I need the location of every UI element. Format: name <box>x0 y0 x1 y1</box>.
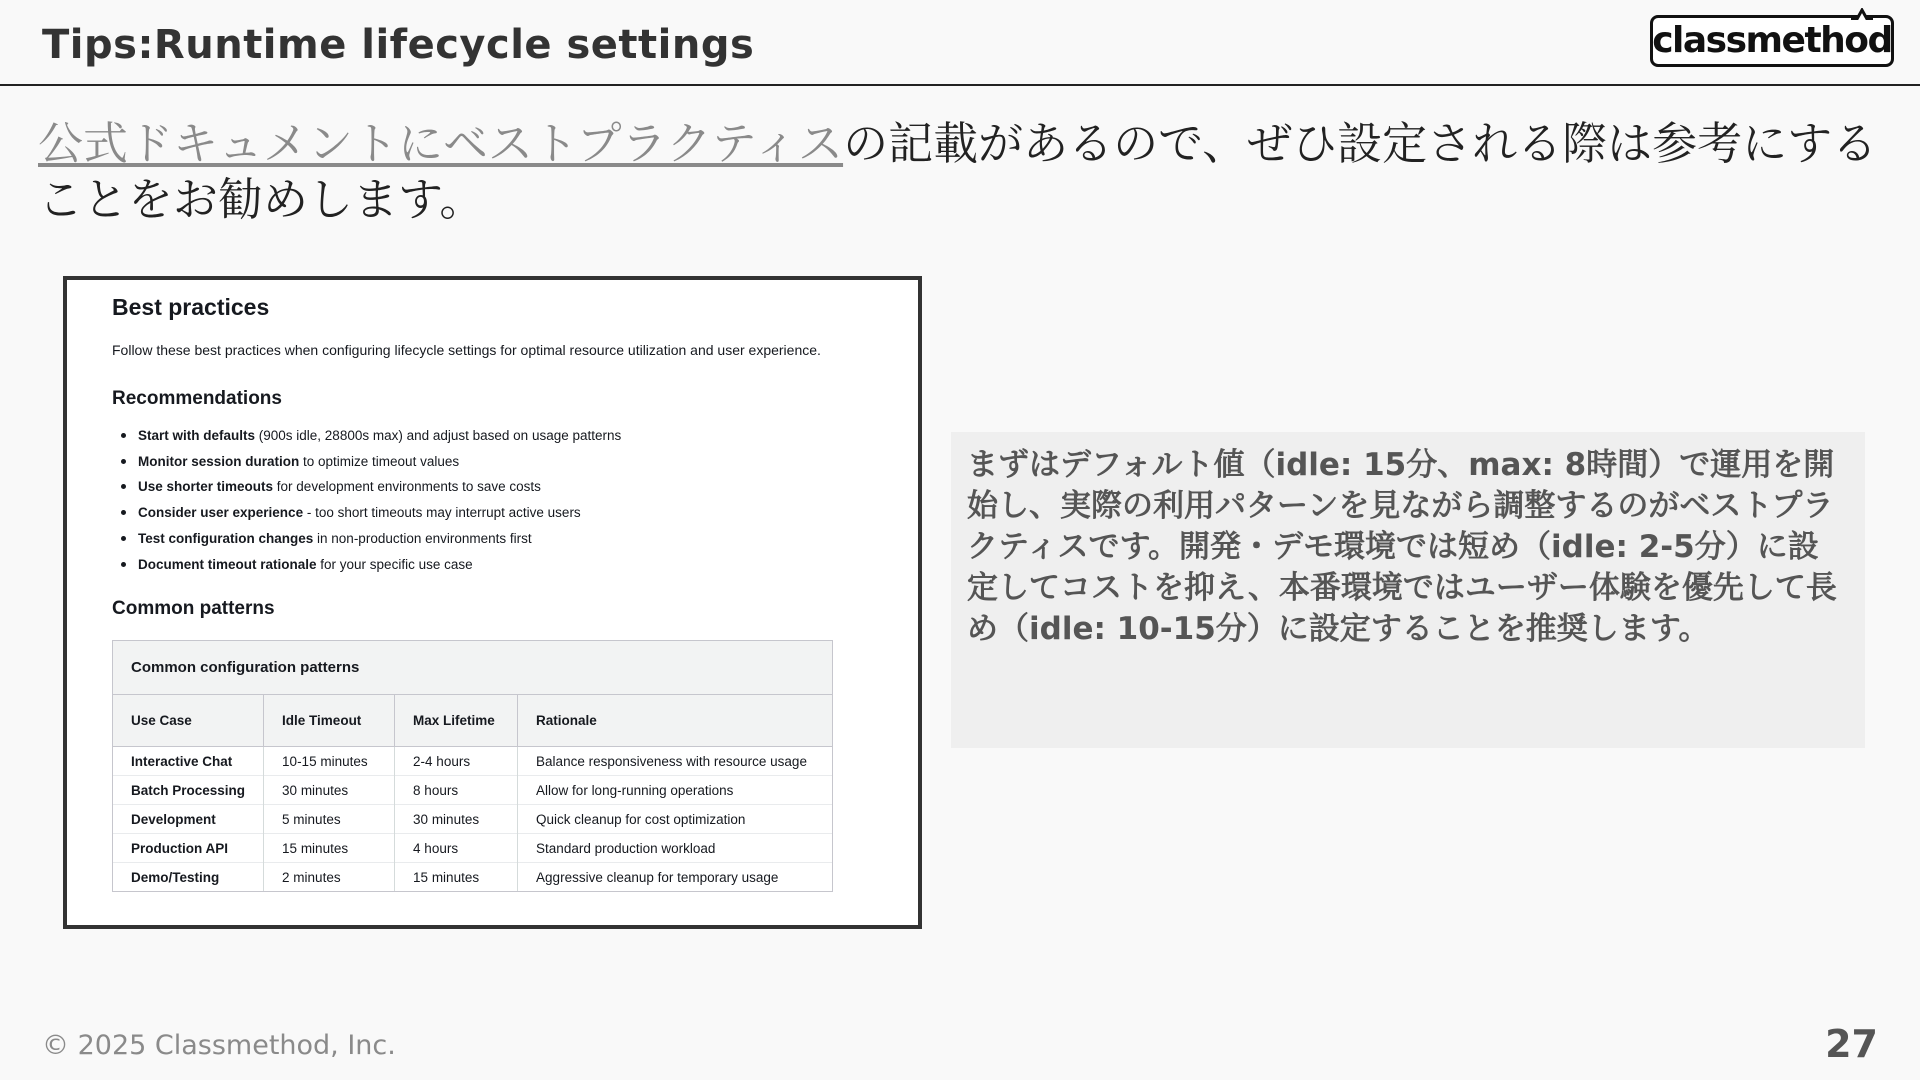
table-cell: Aggressive cleanup for temporary usage <box>518 863 832 892</box>
intro-paragraph <box>38 116 1888 228</box>
list-item: Start with defaults (900s idle, 28800s max) and adjust based on usage patterns <box>112 423 621 449</box>
table-cell: 2 minutes <box>264 863 395 892</box>
list-item: Use shorter timeouts for development environments to save costs <box>112 474 621 500</box>
table-cell: 10-15 minutes <box>264 747 395 776</box>
table-row <box>113 805 832 834</box>
page-number: 27 <box>1825 1022 1878 1066</box>
column-header: Max Lifetime <box>395 695 518 747</box>
table-cell: 4 hours <box>395 834 518 863</box>
table-caption: Common configuration patterns <box>113 641 832 695</box>
intro-rest-text: の記載があるので、ぜひ設定される際は参考にすることをお勧めします。 <box>38 117 1878 226</box>
table-cell: 30 minutes <box>264 776 395 805</box>
list-item: Consider user experience - too short timeouts may interrupt active users <box>112 500 621 526</box>
table-row <box>113 834 832 863</box>
summary-callout <box>951 432 1865 748</box>
callout-text: まずはデフォルト値（idle: 15分、max: 8時間）で運用を開始し、実際の利用パターンを見ながら調整するのがベストプラクティスです。開発・デモ環境では短め（idle: 2-5分）に設定してコストを抑え、本番環境ではユーザー体験を優先して長め（idle: 10-15分）に設定することを推奨します。 <box>967 447 1837 647</box>
list-item: Document timeout rationale for your specific use case <box>112 552 621 578</box>
table-cell: Demo/Testing <box>113 863 264 892</box>
list-item: Test configuration changes in non-production environments first <box>112 526 621 552</box>
table-cell: Production API <box>113 834 264 863</box>
table-cell: 2-4 hours <box>395 747 518 776</box>
table-cell: 5 minutes <box>264 805 395 834</box>
patterns-table-container <box>112 640 833 892</box>
table-row <box>113 776 832 805</box>
table-cell: 30 minutes <box>395 805 518 834</box>
list-item: Monitor session duration to optimize timeout values <box>112 449 621 475</box>
table-cell: Interactive Chat <box>113 747 264 776</box>
best-practices-heading: Best practices <box>112 294 270 320</box>
logo-text: classmethod <box>1652 20 1892 61</box>
table-cell: Batch Processing <box>113 776 264 805</box>
table-cell: Balance responsiveness with resource usage <box>518 747 832 776</box>
table-cell: Quick cleanup for cost optimization <box>518 805 832 834</box>
table-cell: 15 minutes <box>264 834 395 863</box>
table-cell: 15 minutes <box>395 863 518 892</box>
table-row <box>113 863 832 892</box>
classmethod-logo <box>1650 15 1894 67</box>
table-header-row <box>113 695 832 747</box>
column-header: Use Case <box>113 695 264 747</box>
table-cell: Standard production workload <box>518 834 832 863</box>
column-header: Idle Timeout <box>264 695 395 747</box>
table-cell: 8 hours <box>395 776 518 805</box>
common-patterns-heading: Common patterns <box>112 598 275 619</box>
docs-screenshot <box>63 276 922 929</box>
patterns-table <box>113 695 832 891</box>
table-cell: Allow for long-running operations <box>518 776 832 805</box>
official-docs-link[interactable]: 公式ドキュメントにベストプラクティス <box>38 117 844 170</box>
best-practices-description: Follow these best practices when configuring lifecycle settings for optimal resource utilization and user experience. <box>112 342 821 358</box>
recommendations-list <box>112 423 621 577</box>
column-header: Rationale <box>518 695 832 747</box>
logo-notch-icon <box>1851 8 1873 20</box>
copyright-text: © 2025 Classmethod, Inc. <box>42 1030 396 1061</box>
table-cell: Development <box>113 805 264 834</box>
recommendations-heading: Recommendations <box>112 388 282 409</box>
table-row <box>113 747 832 776</box>
header-divider <box>0 84 1920 86</box>
page-title: Tips:Runtime lifecycle settings <box>42 22 755 68</box>
